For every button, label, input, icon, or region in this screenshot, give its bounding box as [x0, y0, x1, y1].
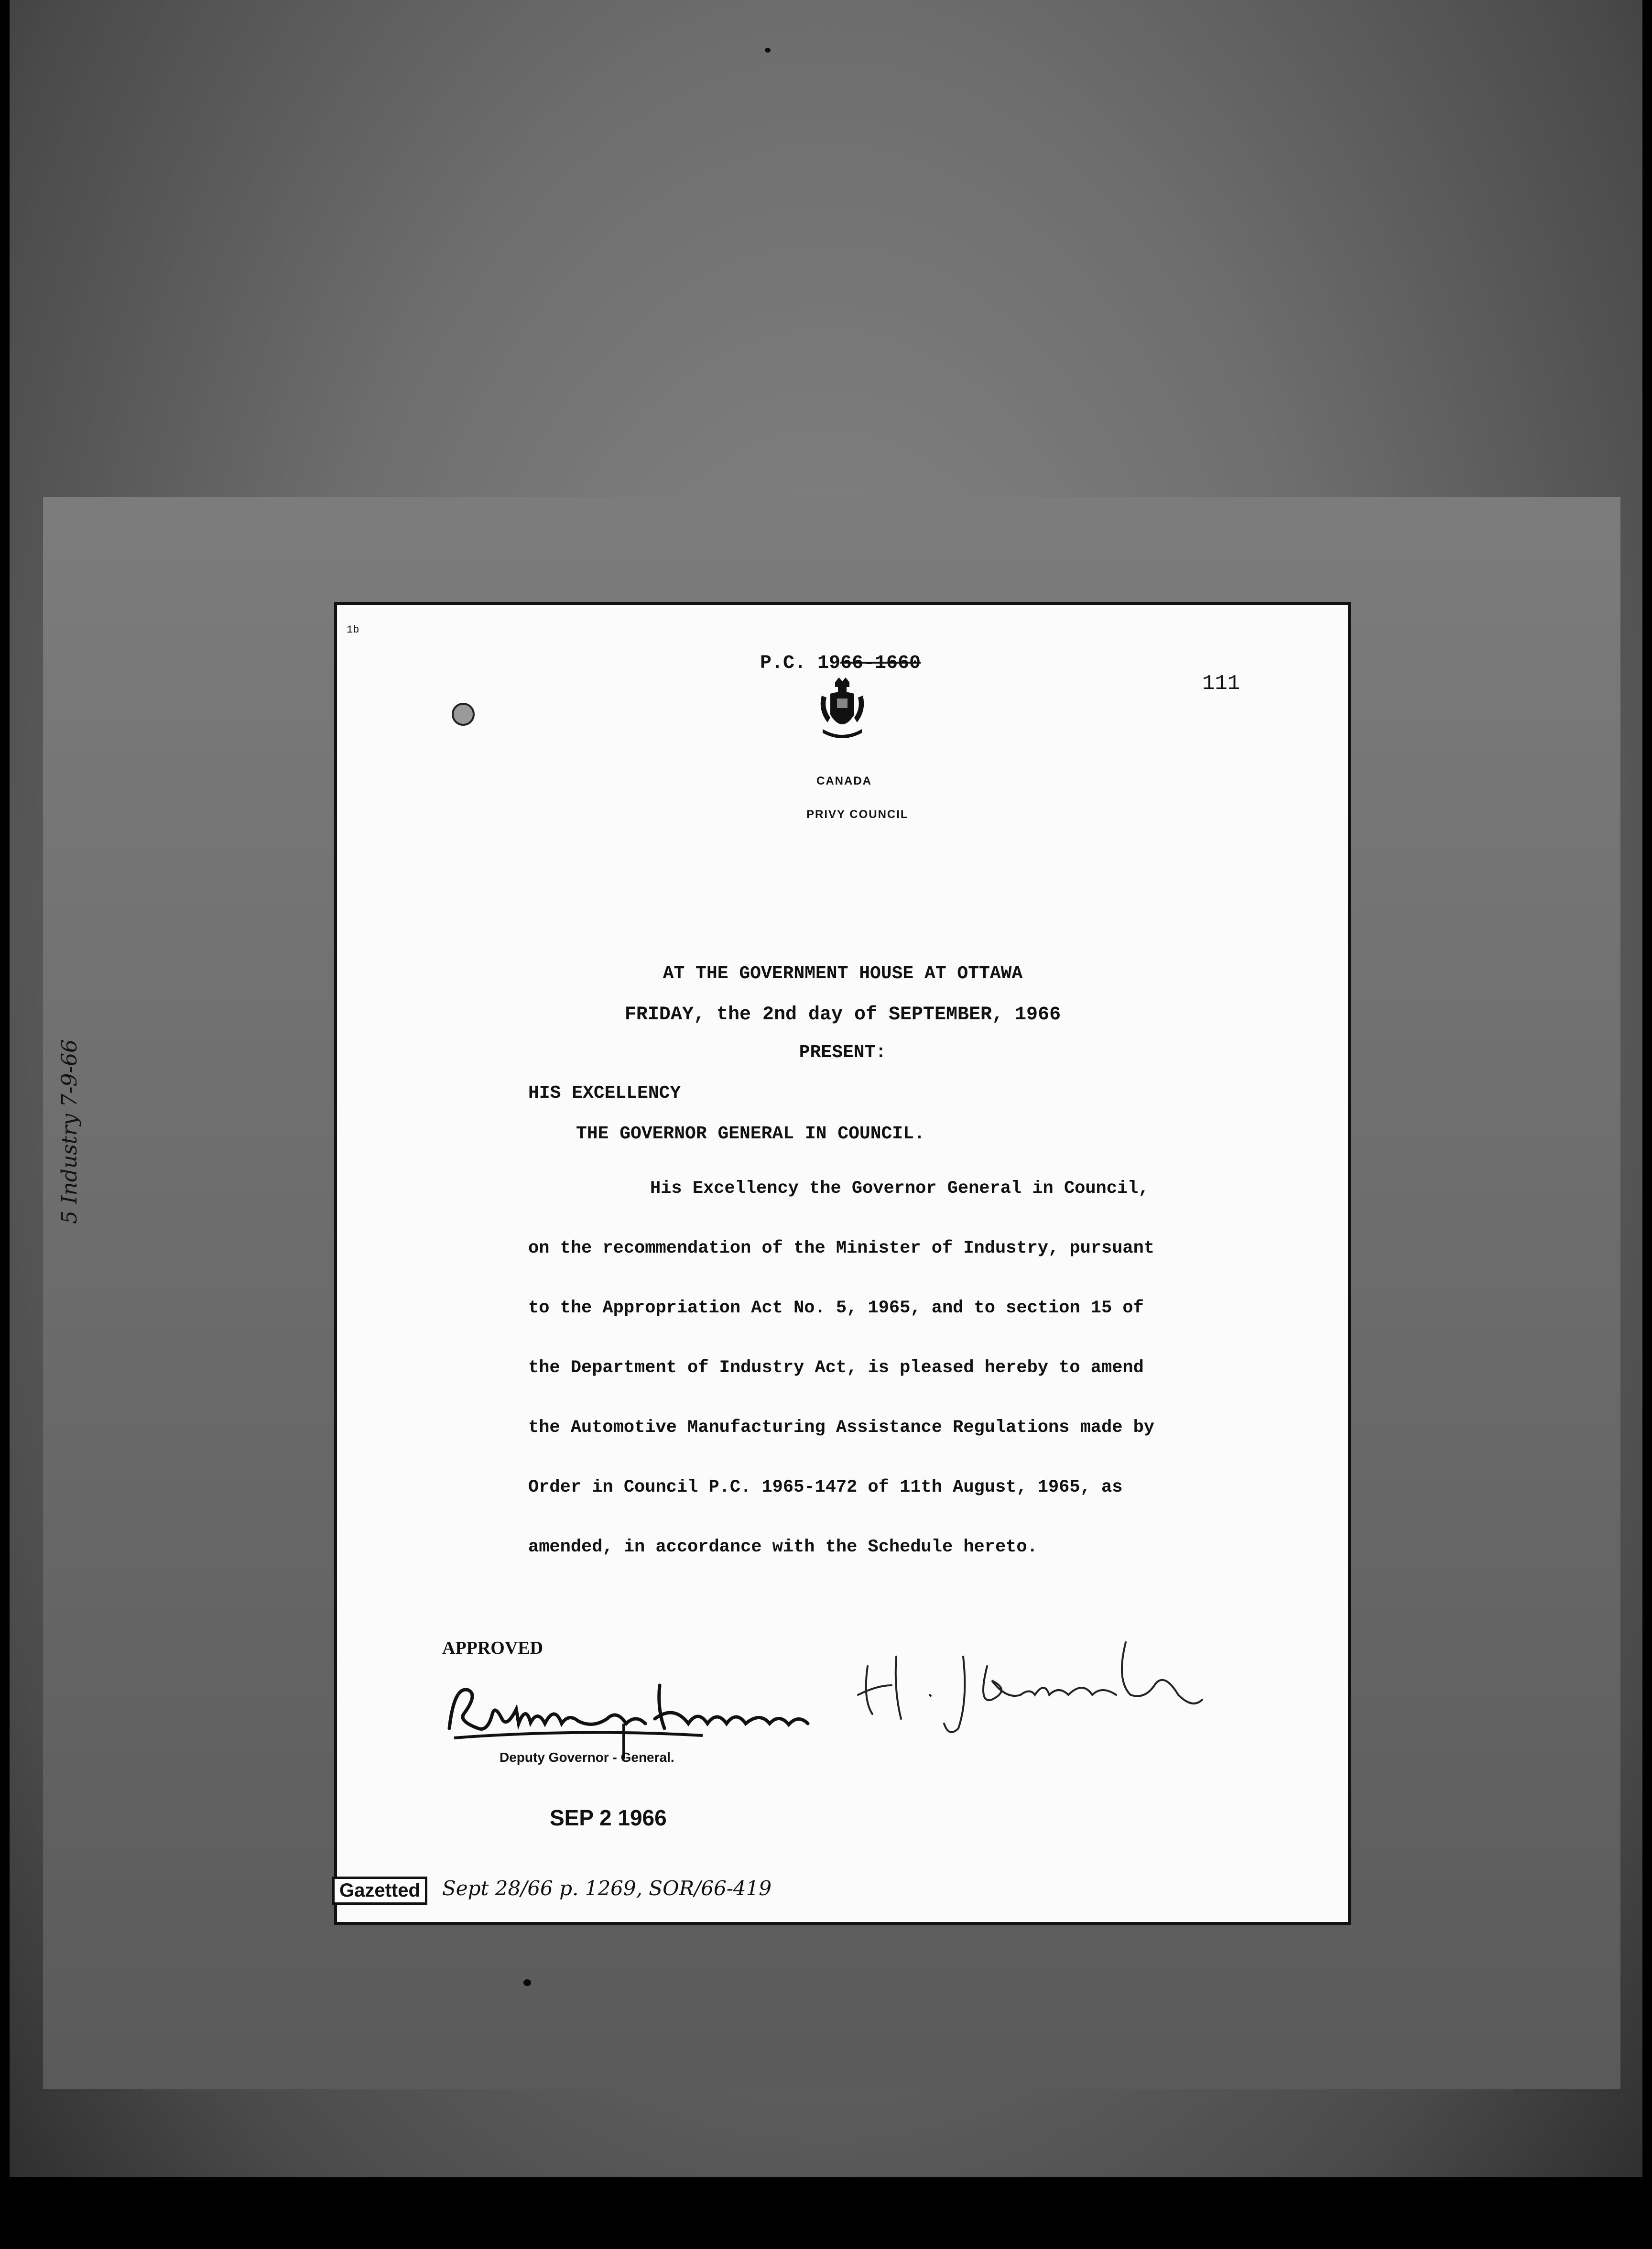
punch-hole	[452, 703, 475, 726]
body-line: the Department of Industry Act, is pleased hereby to amend	[528, 1358, 1144, 1378]
order-in-council-page	[337, 605, 1348, 1922]
date-stamp: SEP 2 1966	[550, 1805, 667, 1830]
gazetted-stamp	[332, 1877, 427, 1905]
crest-country-label: CANADA	[816, 775, 872, 787]
body-line: the Automotive Manufacturing Assistance Regulations made by	[528, 1418, 1155, 1438]
pc-number	[760, 653, 921, 674]
coat-of-arms-icon	[816, 677, 869, 743]
pc-number-struck: 66-1660	[840, 653, 921, 674]
crest-body-label: PRIVY COUNCIL	[806, 808, 909, 821]
deputy-governor-title: Deputy Governor - General.	[500, 1750, 674, 1765]
scan-border-right	[1642, 0, 1652, 2249]
approved-label: APPROVED	[442, 1638, 543, 1658]
signature-h-j-richard	[848, 1623, 1212, 1747]
body-line: to the Appropriation Act No. 5, 1965, and to section 15 of	[528, 1298, 1144, 1318]
body-line: Order in Council P.C. 1965-1472 of 11th August, 1965, as	[528, 1477, 1123, 1497]
pc-number-prefix: P.C. 19	[760, 653, 841, 674]
body-line: amended, in accordance with the Schedule hereto.	[528, 1537, 1038, 1557]
scan-border-bottom	[0, 2177, 1652, 2249]
location-heading: AT THE GOVERNMENT HOUSE AT OTTAWA	[663, 963, 1023, 984]
present-line-1: HIS EXCELLENCY	[528, 1083, 681, 1103]
small-margin-mark: 1b	[347, 624, 359, 636]
margin-handwritten-note: 5 Industry 7-9-66	[57, 1039, 82, 1224]
gazetted-label: Gazetted	[339, 1880, 420, 1901]
scan-border-left	[0, 0, 10, 2249]
body-line: on the recommendation of the Minister of Industry, pursuant	[528, 1238, 1155, 1258]
dust-speck	[765, 48, 771, 53]
date-heading: FRIDAY, the 2nd day of SEPTEMBER, 1966	[624, 1004, 1061, 1026]
body-line: His Excellency the Governor General in Council,	[650, 1179, 1149, 1199]
present-heading: PRESENT:	[799, 1042, 887, 1063]
present-line-2: THE GOVERNOR GENERAL IN COUNCIL.	[576, 1124, 925, 1144]
corner-number: 111	[1202, 672, 1240, 696]
dust-speck	[523, 1979, 531, 1986]
gazette-reference-note: Sept 28/66 p. 1269, SOR/66-419	[442, 1877, 772, 1900]
